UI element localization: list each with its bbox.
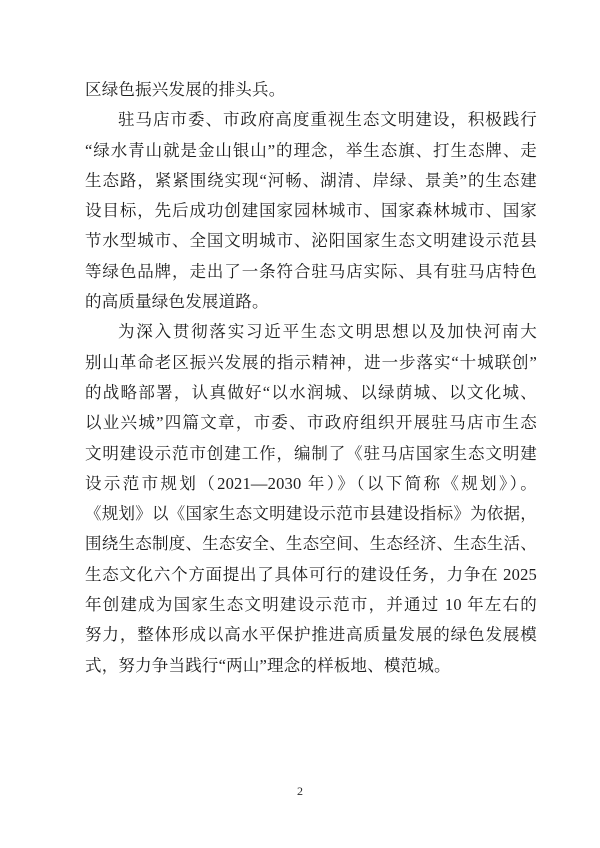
document-body	[85, 75, 537, 681]
text-line: 区绿色振兴发展的排头兵。	[85, 80, 286, 99]
text-line: 式，努力争当践行“两山”理念的样板地、模范城。	[85, 655, 451, 675]
text-line: 《规划》以《国家生态文明建设示范市县建设指标》为依据，	[85, 504, 537, 524]
text-line: 围绕生态制度、生态安全、生态空间、生态经济、生态生活、	[85, 534, 537, 554]
text-line: 驻马店市委、市政府高度重视生态文明建设，积极践行	[118, 110, 537, 130]
text-line: 设示范市规划（2021—2030 年）》（以下简称《规划》）。	[85, 473, 537, 493]
text-line: 年创建成为国家生态文明建设示范市，并通过 10 年左右的	[85, 595, 537, 615]
text-line: 设目标，先后成功创建国家园林城市、国家森林城市、国家	[85, 201, 537, 221]
text-line: 生态路，紧紧围绕实现“河畅、湖清、岸绿、景美”的生态建	[85, 170, 537, 190]
text-line: 以业兴城”四篇文章，市委、市政府组织开展驻马店市生态	[85, 413, 537, 433]
text-line: 为深入贯彻落实习近平生态文明思想以及加快河南大	[118, 322, 537, 342]
text-line: 的高质量绿色发展道路。	[85, 292, 269, 312]
text-line: 别山革命老区振兴发展的指示精神，进一步落实“十城联创”	[85, 352, 537, 372]
text-line: 节水型城市、全国文明城市、泌阳国家生态文明建设示范县	[85, 231, 537, 251]
text-line: “绿水青山就是金山银山”的理念，举生态旗、打生态牌、走	[85, 140, 537, 160]
text-line: 等绿色品牌，走出了一条符合驻马店实际、具有驻马店特色	[85, 261, 537, 281]
text-line: 生态文化六个方面提出了具体可行的建设任务，力争在 2025	[85, 564, 537, 584]
page-number: 2	[297, 784, 303, 798]
text-line: 文明建设示范市创建工作，编制了《驻马店国家生态文明建	[85, 443, 537, 463]
text-line: 的战略部署，认真做好“以水润城、以绿荫城、以文化城、	[85, 382, 537, 402]
text-line: 努力，整体形成以高水平保护推进高质量发展的绿色发展模	[85, 625, 537, 645]
